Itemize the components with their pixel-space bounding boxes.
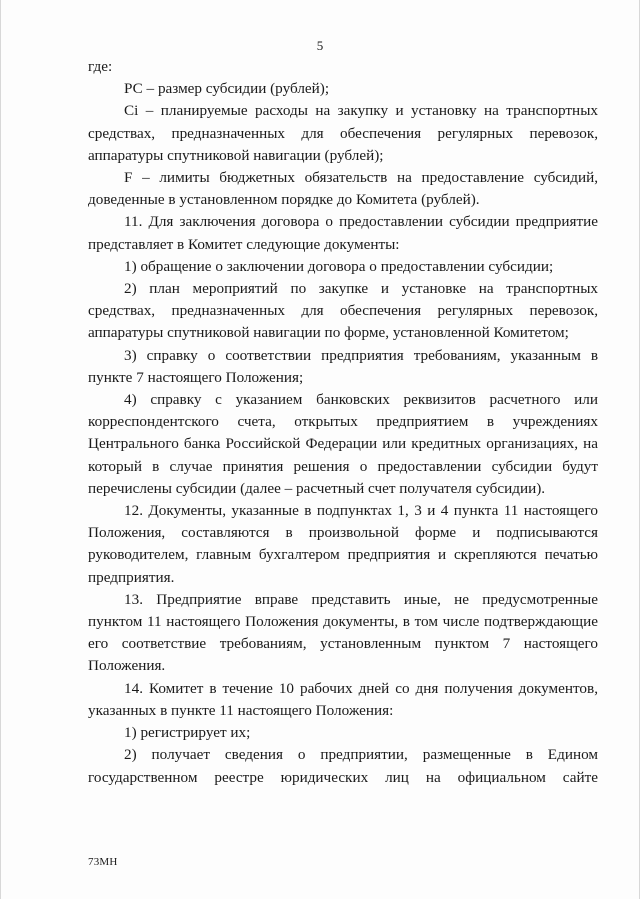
paragraph-clause-11: 11. Для заключения договора о предоставлении субсидии предприятие представляет в Комитет следующие документы: xyxy=(88,213,598,253)
paragraph-clause-14: 14. Комитет в течение 10 рабочих дней со дня получения документов, указанных в пункте 11 настоящего Положения: xyxy=(88,679,598,719)
paragraph-f-definition: F – лимиты бюджетных обязательств на предоставление субсидий, доведенные в установленном порядке до Комитета (рублей). xyxy=(88,169,598,209)
footer-document-code: 73МН xyxy=(88,856,118,868)
paragraph-clause-14-item-1: 1) регистрирует их; xyxy=(124,724,251,742)
document-body xyxy=(88,56,598,789)
paragraph-clause-11-item-1: 1) обращение о заключении договора о предоставлении субсидии; xyxy=(124,257,554,275)
paragraph-ci-definition: Ci – планируемые расходы на закупку и установку на транспортных средствах, предназначенных для обеспечения регулярных перевозок, аппаратуры спутниковой навигации (рублей); xyxy=(88,102,598,164)
paragraph-clause-14-item-2: 2) получает сведения о предприятии, размещенные в Едином государственном реестре юридических лиц на официальном сайте xyxy=(88,746,598,786)
paragraph-pc-definition: РС – размер субсидии (рублей); xyxy=(124,80,330,98)
paragraph-clause-12: 12. Документы, указанные в подпунктах 1, 3 и 4 пункта 11 настоящего Положения, составляются в произвольной форме и подписываются руководителем, главным бухгалтером предприятия и скрепляются печатью предприятия. xyxy=(88,502,598,586)
paragraph-where: где: xyxy=(88,58,113,75)
paragraph-clause-11-item-2: 2) план мероприятий по закупке и установке на транспортных средствах, предназначенных для обеспечения регулярных перевозок, аппаратуры спутниковой навигации по форме, установленной Комитетом; xyxy=(88,280,598,342)
paragraph-clause-11-item-4: 4) справку с указанием банковских реквизитов расчетного или корреспондентского счета, открытых предприятием в учреждениях Центрального банка Российской Федерации или кредитных организациях, на который в случае принятия решения о предоставлении субсидии будут перечислены субсидии (далее – расчетный счет получателя субсидии). xyxy=(88,391,598,497)
scan-edge-left xyxy=(0,0,1,899)
page-number: 5 xyxy=(316,38,324,53)
paragraph-clause-13: 13. Предприятие вправе представить иные, не предусмотренные пунктом 11 настоящего Положения документы, в том числе подтверждающие его соответствие требованиям, установленным пунктом 7 настоящего Положения. xyxy=(88,590,598,675)
paragraph-clause-11-item-3: 3) справку о соответствии предприятия требованиям, указанным в пункте 7 настоящего Положения; xyxy=(88,346,598,386)
